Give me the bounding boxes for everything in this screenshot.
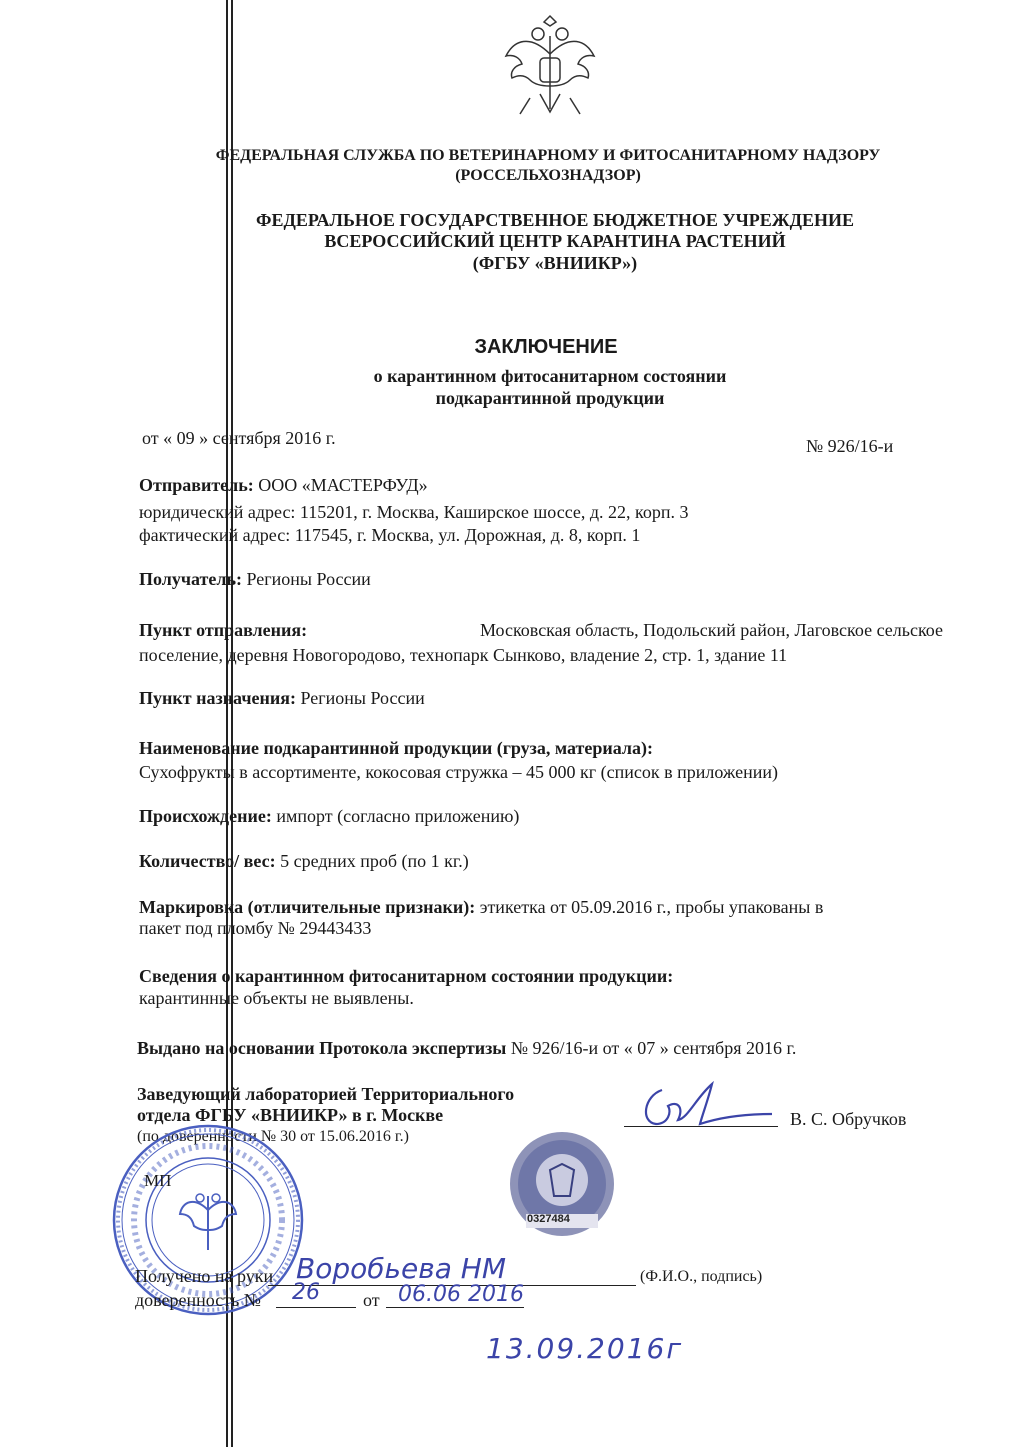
destination-block [139, 688, 425, 709]
signatory-position-2: отдела ФГБУ «ВНИИКР» в г. Москве [137, 1105, 444, 1125]
status-label: Сведения о карантинном фитосанитарном состоянии продукции: [139, 966, 674, 986]
product-label: Наименование подкарантинной продукции (груза, материала): [139, 738, 654, 758]
signatory-position-1: Заведующий лабораторией Территориального [137, 1084, 515, 1104]
signatory-proxy: (по доверенности № 30 от 15.06.2016 г.) [137, 1128, 410, 1145]
stamp-label: МП [144, 1171, 172, 1190]
sender-legal-address: юридический адрес: 115201, г. Москва, Каширское шоссе, д. 22, корп. 3 [139, 502, 689, 522]
received-handwritten-name: Воробьева НМ [296, 1252, 507, 1285]
document-subtitle-1: о карантинном фитосанитарном состоянии [373, 366, 727, 386]
received-label: Получено на руки [135, 1266, 274, 1286]
origin-label: Происхождение: [139, 806, 272, 826]
issued-label: Выдано на основании Протокола экспертизы [137, 1038, 507, 1058]
proxy-label: доверенность № [135, 1290, 261, 1310]
proxy-date: 06.06 2016 [398, 1282, 524, 1307]
sender-label: Отправитель: [139, 475, 254, 495]
hologram-number: 0327484 [527, 1213, 570, 1225]
quantity-value: 5 средних проб (по 1 кг.) [280, 851, 469, 871]
marking-value-1: этикетка от 05.09.2016 г., пробы упакованы в [479, 897, 824, 917]
origin-value: импорт (согласно приложению) [276, 806, 520, 826]
recipient-label: Получатель: [139, 569, 242, 589]
proxy-from-label: от [363, 1290, 380, 1310]
signatory-name: В. С. Обручков [790, 1109, 907, 1129]
document-subtitle-2: подкарантинной продукции [435, 388, 665, 408]
destination-value: Регионы России [300, 688, 425, 708]
proxy-date-line [386, 1307, 524, 1308]
marking-label: Маркировка (отличительные признаки): [139, 897, 476, 917]
institution-name-2: ВСЕРОССИЙСКИЙ ЦЕНТР КАРАНТИНА РАСТЕНИЙ [324, 231, 786, 251]
proxy-number-line [276, 1307, 356, 1308]
sender-actual-address: фактический адрес: 117545, г. Москва, ул. Дорожная, д. 8, корп. 1 [139, 525, 641, 545]
proxy-number: 26 [292, 1280, 320, 1305]
institution-abbr: (ФГБУ «ВНИИКР») [472, 253, 638, 273]
signature-line [624, 1126, 778, 1127]
quantity-label: Количество/ вес: [139, 851, 276, 871]
document-title: ЗАКЛЮЧЕНИЕ [474, 336, 618, 358]
document-number: № 926/16-и [806, 436, 894, 456]
handwritten-date: 13.09.2016г [486, 1332, 684, 1365]
recipient-value: Регионы России [246, 569, 371, 589]
round-stamp-seal-icon [110, 1122, 306, 1318]
departure-label: Пункт отправления: [139, 620, 308, 640]
product-value: Сухофрукты в ассортименте, кокосовая стружка – 45 000 кг (список в приложении) [139, 762, 778, 782]
departure-line-1 [139, 620, 943, 641]
double-headed-eagle-emblem-icon [500, 14, 600, 122]
org-name: ФЕДЕРАЛЬНАЯ СЛУЖБА ПО ВЕТЕРИНАРНОМУ И ФИТОСАНИТАРНОМУ НАДЗОРУ [215, 147, 881, 164]
departure-value-1: Московская область, Подольский район, Лаговское сельское [479, 620, 943, 640]
fio-caption: (Ф.И.О., подпись) [640, 1268, 763, 1285]
status-value: карантинные объекты не выявлены. [139, 988, 414, 1008]
departure-value-2: поселение, деревня Новогородово, технопарк Сынково, владение 2, стр. 1, здание 11 [139, 645, 788, 665]
marking-block [139, 897, 823, 918]
sender-block [139, 475, 428, 496]
origin-block [139, 806, 519, 827]
institution-name: ФЕДЕРАЛЬНОЕ ГОСУДАРСТВЕННОЕ БЮДЖЕТНОЕ УЧРЕЖДЕНИЕ [256, 210, 854, 230]
marking-value-2: пакет под пломбу № 29443433 [139, 918, 372, 938]
document-date: от « 09 » сентября 2016 г. [142, 428, 336, 448]
sender-value: ООО «МАСТЕРФУД» [258, 475, 428, 495]
org-abbr: (РОССЕЛЬХОЗНАДЗОР) [455, 167, 641, 184]
recipient-block [139, 569, 371, 590]
issued-value: № 926/16-и от « 07 » сентября 2016 г. [510, 1038, 797, 1058]
issued-block [137, 1038, 796, 1059]
destination-label: Пункт назначения: [139, 688, 296, 708]
quantity-block [139, 851, 469, 872]
